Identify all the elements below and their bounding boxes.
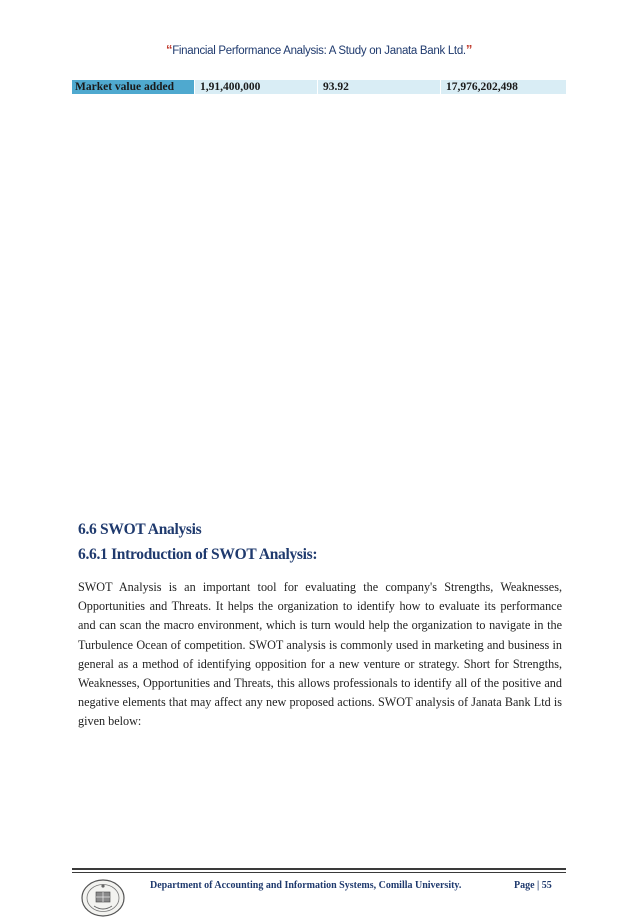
section-heading: 6.6 SWOT Analysis	[78, 521, 202, 538]
section-paragraph: SWOT Analysis is an important tool for evaluating the company's Strengths, Weaknesses, Opportunities and Threats. It helps the organization to identify how to evaluate its performance and can scan the macro environment, which is turn would help the organization to navigate in the Turbulence Ocean of competition. SWOT analysis is commonly used in marketing and business in general as a method of identifying opposition for a new venture or strategy. Short for Strengths, Weaknesses, Opportunities and Threats, this allows professionals to identify all of the positive and negative elements that may affect any new proposed actions. SWOT analysis of Janata Bank Ltd is given below:	[78, 580, 562, 729]
table-cell-2: 93.92	[318, 80, 441, 94]
footer-department: Department of Accounting and Information Systems, Comilla University.	[150, 880, 462, 891]
section-subheading: 6.6.1 Introduction of SWOT Analysis:	[78, 546, 318, 563]
table-cell-3: 17,976,202,498	[441, 80, 566, 94]
header-open-quote: “	[165, 42, 173, 57]
header-title: Financial Performance Analysis: A Study on Janata Bank Ltd.	[172, 45, 466, 57]
table-row-market-value-added	[72, 80, 566, 94]
footer-rule-top	[72, 868, 566, 870]
header-close-quote: ”	[465, 42, 473, 57]
table-cell-1: 1,91,400,000	[195, 80, 318, 94]
footer-page-number: Page | 55	[514, 880, 552, 891]
running-header	[0, 42, 638, 57]
university-seal-icon	[80, 878, 126, 918]
table-row-label: Market value added	[72, 80, 195, 94]
footer-rule-bottom	[72, 872, 566, 873]
